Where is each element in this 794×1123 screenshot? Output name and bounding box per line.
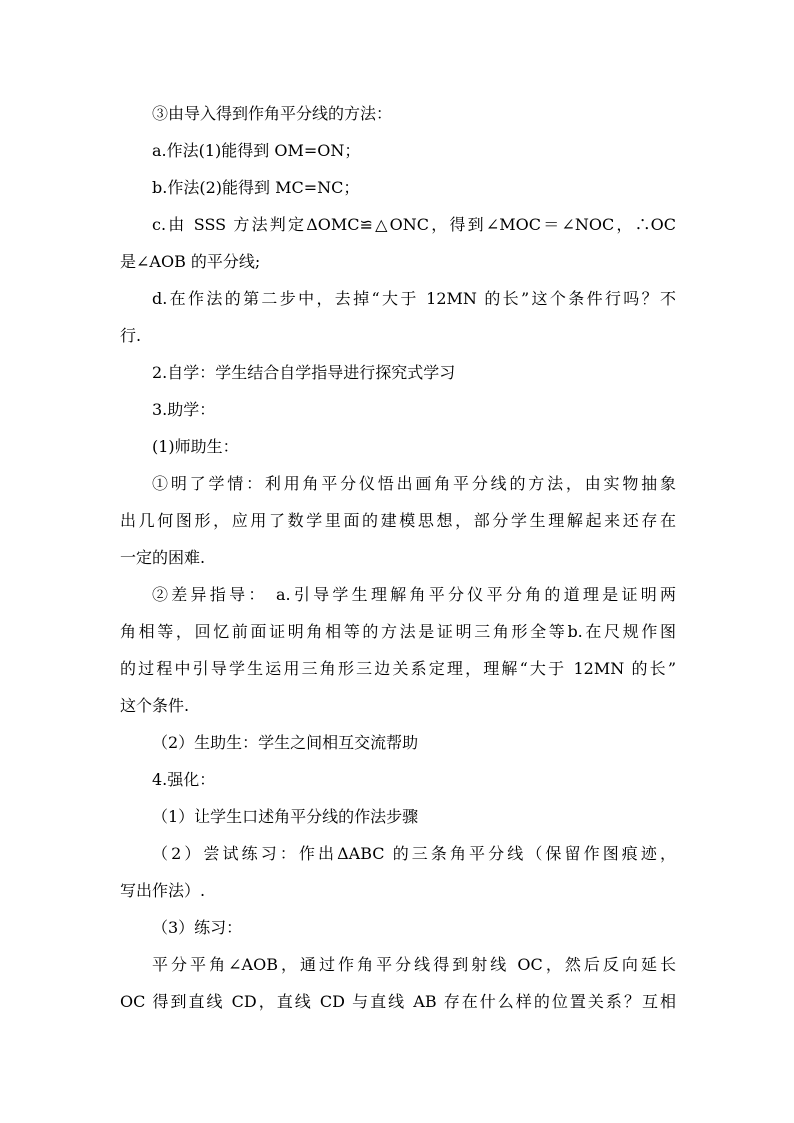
text-line: 3.助学： bbox=[152, 400, 216, 419]
text-line: 的过程中引导学生运用三角形三边关系定理，理解“大于 12MN 的长” bbox=[120, 659, 676, 678]
text-line: ②差异指导： a.引导学生理解角平分仪平分角的道理是证明两 bbox=[152, 585, 676, 604]
text-line: 一定的困难. bbox=[120, 548, 206, 567]
text-line: 平分平角∠AOB，通过作角平分线得到射线 OC，然后反向延长 bbox=[152, 955, 676, 974]
document-body bbox=[120, 95, 676, 1020]
text-line: （2）尝试练习：作出ΔABC 的三条角平分线（保留作图痕迹， bbox=[152, 844, 676, 863]
text-line: 行. bbox=[120, 326, 142, 345]
text-line: a.作法(1)能得到 OM=ON； bbox=[152, 141, 361, 160]
text-line: 4.强化： bbox=[152, 770, 216, 789]
text-line: b.作法(2)能得到 MC=NC； bbox=[152, 178, 360, 197]
text-line: （3）练习： bbox=[152, 918, 243, 937]
text-line: (1)师助生： bbox=[152, 437, 239, 456]
text-line: 2.自学：学生结合自学指导进行探究式学习 bbox=[152, 363, 456, 382]
text-line: 是∠AOB 的平分线; bbox=[120, 252, 261, 271]
text-line: 角相等，回忆前面证明角相等的方法是证明三角形全等b.在尺规作图 bbox=[120, 622, 676, 641]
text-line: ①明了学情：利用角平分仪悟出画角平分线的方法，由实物抽象 bbox=[152, 474, 676, 493]
text-line: c.由 SSS 方法判定ΔOMC≌△ONC，得到∠MOC＝∠NOC，∴OC bbox=[152, 215, 676, 234]
text-line: ③由导入得到作角平分线的方法： bbox=[152, 104, 393, 123]
text-line: OC 得到直线 CD，直线 CD 与直线 AB 存在什么样的位置关系？互相 bbox=[120, 992, 676, 1011]
text-line: 写出作法）. bbox=[120, 881, 206, 900]
text-line: 这个条件. bbox=[120, 696, 190, 715]
text-line: （1）让学生口述角平分线的作法步骤 bbox=[152, 807, 419, 826]
text-line: （2）生助生：学生之间相互交流帮助 bbox=[152, 733, 419, 752]
text-line: d.在作法的第二步中，去掉“大于 12MN 的长”这个条件行吗？不 bbox=[152, 289, 676, 308]
text-line: 出几何图形，应用了数学里面的建模思想，部分学生理解起来还存在 bbox=[120, 511, 676, 530]
